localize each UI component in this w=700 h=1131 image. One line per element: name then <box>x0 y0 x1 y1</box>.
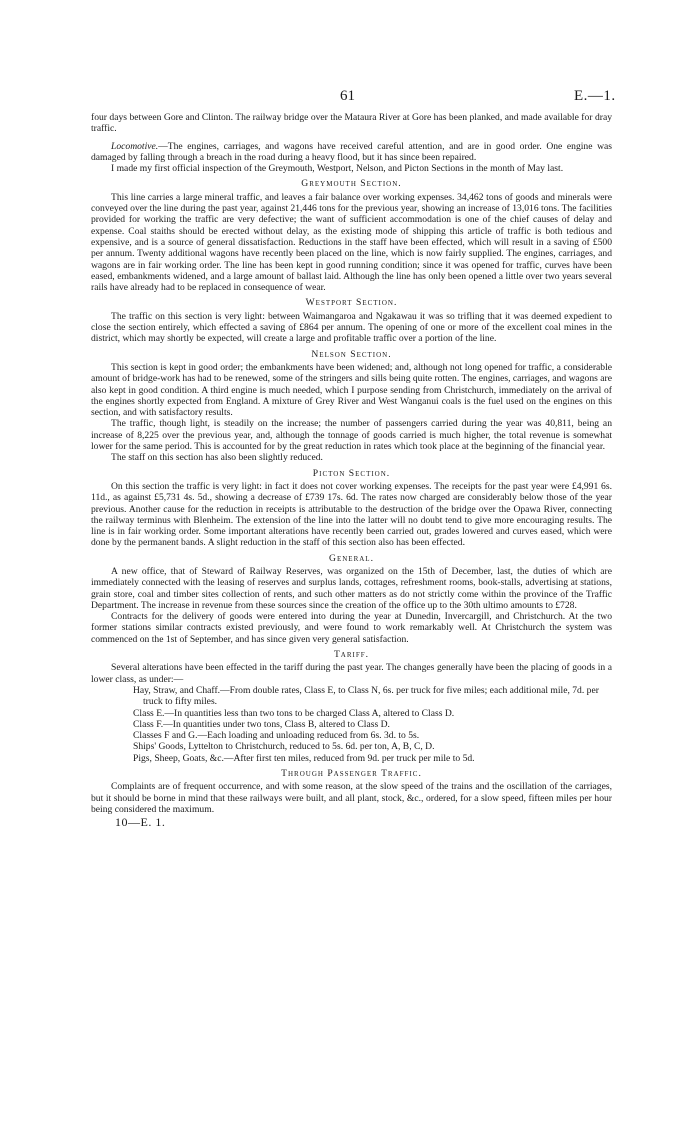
paragraph-nelson-3: The staff on this section has also been slightly reduced. <box>111 452 323 464</box>
paragraph-general-2: Contracts for the delivery of goods were entered into during the year at Dunedin, Invercargill, and Christchurch. At the two former stations similar contracts existed previously, and were found to work remarkably well. At Christchurch the system was commenced on the 1st of September, and has since given very general satisfaction. <box>91 611 612 645</box>
heading-through-passenger-traffic: Through Passenger Traffic. <box>281 768 422 780</box>
tariff-list <box>91 685 612 764</box>
paragraph-nelson-2: The traffic, though light, is steadily on the increase; the number of passengers carried during the year was 40,811, being an increase of 8,225 over the previous year, and, although the tonnage of goods carried is much higher, the total revenue is somewhat lower for the same period. This is accounted for by the great reduction in rates which took place at the beginning of the financial year. <box>91 418 612 453</box>
tariff-item: Class E.—In quantities less than two tons to be charged Class A, altered to Class D. <box>133 707 455 719</box>
footer-signature: 10—E. 1. <box>115 815 166 830</box>
tariff-item: Ships' Goods, Lyttelton to Christchurch, reduced to 5s. 6d. per ton, A, B, C, D. <box>133 741 435 753</box>
paragraph-westport: The traffic on this section is very light: between Waimangaroa and Ngakawau it was so trifling that it was deemed expedient to close the section entirely, which effected a saving of £864 per annum. The opening of one or more of the excellent coal mines in the district, which may shortly be expected, will create a large and profitable traffic over a portion of the line. <box>91 310 612 345</box>
document-body <box>91 112 612 829</box>
paragraph-picton: On this section the traffic is very light: in fact it does not cover working expenses. The receipts for the past year were £4,991 6s. 11d., as against £5,731 4s. 5d., showing a decrease of £739 17s. 6d. The rates now charged are considerably below those of the year previous. Another cause for the reduction in receipts is attributable to the destruction of the bridge over the Opawa River, connecting the railway terminus with Blenheim. The extension of the line into the latter will no doubt tend to give more encouraging results. The line is in fair working order. Some important alterations have recently been carried out, grades lowered and curves eased, which were done by the permanent bands. A slight reduction in the staff of this section also has been effected. <box>91 480 612 549</box>
heading-tariff: Tariff. <box>333 649 370 661</box>
heading-westport: Westport Section. <box>305 297 398 309</box>
heading-nelson: Nelson Section. <box>311 348 392 360</box>
paragraph-nelson-1: This section is kept in good order; the embankments have been widened; and, although not long opened for traffic, a considerable amount of bridge-work has had to be renewed, some of the stringers and sills being quite rotten. The engines, carriages, and wagons are also kept in good condition. A third engine is much needed, which I purpose sending from Christchurch, immediately on the arrival of the engines shortly expected from England. A mixture of Grey River and West Wanganui coals is the fuel used on the engines on this section, and with satisfactory results. <box>91 361 612 419</box>
document-reference: E.—1. <box>574 88 616 104</box>
heading-picton: Picton Section. <box>312 467 391 479</box>
tariff-item: Pigs, Sheep, Goats, &c.—After first ten miles, reduced from 9d. per truck per mile to 5d. <box>133 752 475 764</box>
heading-greymouth: Greymouth Section. <box>301 178 402 190</box>
locomotive-label: Locomotive. <box>111 140 159 152</box>
paragraph-through-passenger: Complaints are of frequent occurrence, and with some reason, at the slow speed of the trains and the oscillation of the carriages, but it should be borne in mind that these railways were built, and all plant, stock, &c., ordered, for a slow speed, fifteen miles per hour being considered the maximum. <box>91 781 612 815</box>
page-number: 61 <box>340 88 355 104</box>
paragraph-general-1: A new office, that of Steward of Railway Reserves, was organized on the 15th of December, last, the duties of which are immediately connected with the leasing of reserves and surplus lands, cottages, refreshment rooms, book-stalls, advertising at stations, grain store, coal and timber sites collection of rents, and such other matters as do not strictly come within the province of the Traffic Department. The increase in revenue from these sources since the creation of the office up to the 30th ultimo amounts to £728. <box>91 565 612 611</box>
paragraph-tariff: Several alterations have been effected in the tariff during the past year. The changes generally have been the placing of goods in a lower class, as under:— <box>91 662 612 685</box>
paragraph-locomotive <box>91 141 612 164</box>
paragraph-inspection: I made my first official inspection of the Greymouth, Westport, Nelson, and Picton Sections in the month of May last. <box>111 163 564 175</box>
locomotive-text: —The engines, carriages, and wagons have received careful attention, and are in good order. One engine was damaged by falling through a breach in the road during a heavy flood, but it has since been repaired. <box>91 140 612 163</box>
heading-general: General. <box>329 552 374 564</box>
tariff-item: Class F.—In quantities under two tons, Class B, altered to Class D. <box>133 718 390 730</box>
page-header <box>0 88 700 108</box>
tariff-item: Hay, Straw, and Chaff.—From double rates, Class E, to Class N, 6s. per truck for five miles; each additional mile, 7d. per truck to fifty miles. <box>133 684 599 708</box>
tariff-item: Classes F and G.—Each loading and unloading reduced from 6s. 3d. to 5s. <box>133 730 420 742</box>
paragraph-continuation: four days between Gore and Clinton. The railway bridge over the Mataura River at Gore has been planked, and made available for dray traffic. <box>91 112 612 135</box>
paragraph-greymouth: This line carries a large mineral traffic, and leaves a fair balance over working expenses. 34,462 tons of goods and minerals were conveyed over the line during the past year, against 21,446 tons for the previous year, showing an increase of 13,016 tons. The facilities provided for working the traffic are very defective; the want of sufficient accommodation is one of the chief causes of delay and expense. Coal staiths should be erected without delay, as the existing mode of shipping this article of traffic is both tedious and expensive, and is a source of general dissatisfaction. Reductions in the staff have been effected, which will result in a saving of £500 per annum. Twenty additional wagons have recently been placed on the line, which is now fairly supplied. The engines, carriages, and wagons are in fair working order. The line has been kept in good running condition; since it was opened for traffic, curves have been eased, embankments widened, and a large amount of ballast laid. Although the line has only been opened a little over two years several rails have already had to be replaced in consequence of wear. <box>91 191 612 294</box>
